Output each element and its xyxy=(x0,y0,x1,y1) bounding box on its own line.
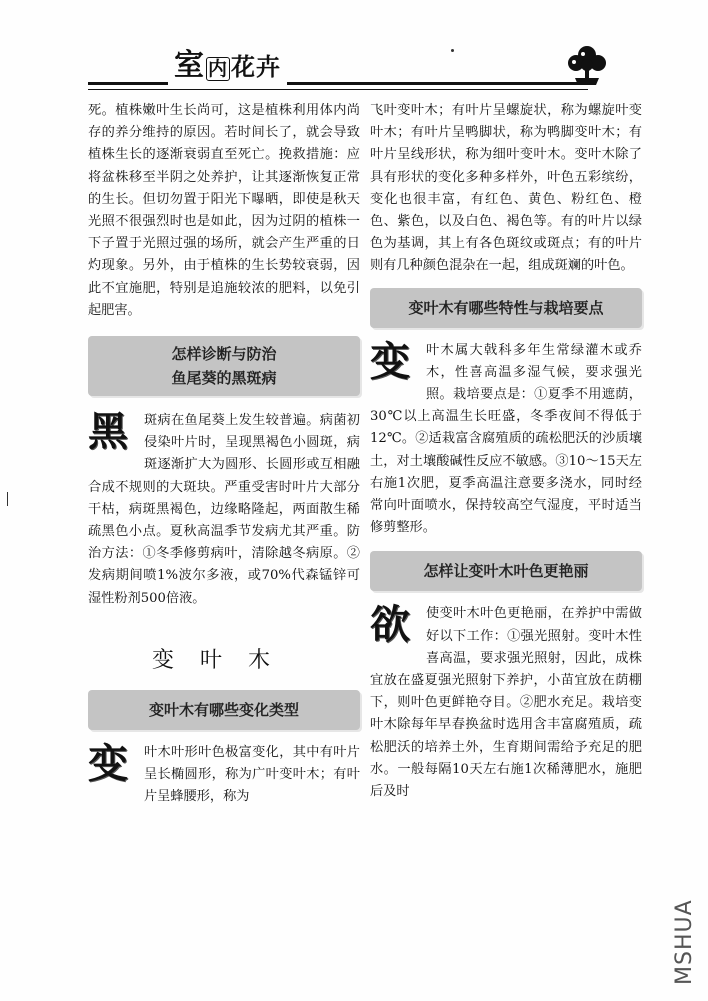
left-intro-paragraph: 死。植株嫩叶生长尚可，这是植株利用体内尚存的养分维持的原因。若时间长了，就会导致植株生长的逐渐衰弱直至死亡。挽救措施：应将盆株移至半阴之处养护，让其逐渐恢复正常的生长。但切勿置于阳光下曝晒，即使是秋天光照不很强烈时也是如此，因为过阴的植株一下子置于光照过强的场所，就会产生严重的日灼现象。另外，由于植株的生长势较衰弱，因此不宜施肥，特别是追施较浓的肥料，以免引起肥害。 xyxy=(88,103,360,318)
left-column xyxy=(88,100,360,809)
page-edge-mark xyxy=(7,492,8,506)
banner-bianhua-leixing: 变叶木有哪些变化类型 xyxy=(88,690,360,730)
bianhua-paragraph: 叶木叶形叶色极富变化，其中有叶片呈长椭圆形，称为广叶变叶木；有叶片呈蜂腰形，称为 xyxy=(144,745,360,805)
banner-texing-zaipei: 变叶木有哪些特性与栽培要点 xyxy=(370,288,642,328)
banner-heishan-line1: 怎样诊断与防治 xyxy=(171,345,277,364)
header-rule-thin xyxy=(88,89,588,90)
right-intro-paragraph: 飞叶变叶木；有叶片呈螺旋状，称为螺旋叶变叶木；有叶片呈鸭脚状，称为鸭脚变叶木；有叶片呈线形状，称为细叶变叶木。变叶木除了具有形状的变化多种多样外，叶色五彩缤纷，变化也很丰富，有红色、黄色、粉红色、橙色、紫色，以及白色、褐色等。有的叶片以绿色为基调，其上有各色斑纹或斑点；有的叶片则有几种颜色混杂在一起，组成斑斓的叶色。 xyxy=(370,103,642,274)
watermark xyxy=(670,885,704,985)
drop-cap-bian-2: 变 xyxy=(370,338,410,385)
header-rule xyxy=(88,82,588,85)
drop-cap-yu: 欲 xyxy=(370,602,410,649)
yanli-paragraph: 使变叶木叶色更艳丽，在养护中需做好以下工作：①强光照射。变叶木性喜高温，要求强光照射，因此，成株宜放在盛夏强光照射下养护，小苗宜放在荫棚下，则叶色更鲜艳夺目。②肥水充足。栽培变叶木除每年早春换盆时选用含丰富腐殖质，疏松肥沃的培养土外，生育期间需给予充足的肥水。一般每隔10天左右施1次稀薄肥水，施肥后及时 xyxy=(370,606,642,800)
drop-cap-bian-1: 变 xyxy=(88,741,128,788)
header-title-char-2: 内 xyxy=(208,58,229,80)
banner-yanli: 怎样让变叶木叶色更艳丽 xyxy=(370,551,642,591)
watermark-text: MSHUA xyxy=(672,899,697,985)
right-column xyxy=(370,100,642,803)
banner-heishan-line2: 鱼尾葵的黑斑病 xyxy=(171,369,277,388)
texing-paragraph: 叶木属大戟科多年生常绿灌木或乔木，性喜高温多湿气候，要求强光照。栽培要点是：①夏季不用遮荫，30℃以上高温生长旺盛，冬季夜间不得低于12℃。②适栽富含腐殖质的疏松肥沃的沙质壤土，对土壤酸碱性反应不敏感。③10～15天左右施1次肥，夏季高温注意要多浇水，同时经常向叶面喷水，保持较高空气湿度，平时适当修剪整形。 xyxy=(370,342,642,536)
header-title-rest: 花卉 xyxy=(231,53,282,81)
page-header-title xyxy=(168,46,287,89)
speck xyxy=(451,49,454,52)
drop-cap-hei: 黑 xyxy=(88,409,128,456)
header-title-char-1: 室 xyxy=(174,48,205,83)
banner-heishan xyxy=(88,336,360,396)
potted-plant-icon xyxy=(566,44,608,86)
heishan-paragraph: 斑病在鱼尾葵上发生较普遍。病菌初侵染叶片时，呈现黑褐色小圆斑，病斑逐渐扩大为圆形、长圆形或互相融合成不规则的大斑块。严重受害时叶片大部分干枯，病斑黑褐色，边缘略隆起，两面散生稀疏黑色小点。夏秋高温季节发病尤其严重。防治方法：①冬季修剪病叶，清除越冬病原。②发病期间喷1%波尔多液，或70%代森锰锌可湿性粉剂500倍液。 xyxy=(88,413,360,606)
section-title-bianyemu: 变叶木 xyxy=(151,647,296,673)
